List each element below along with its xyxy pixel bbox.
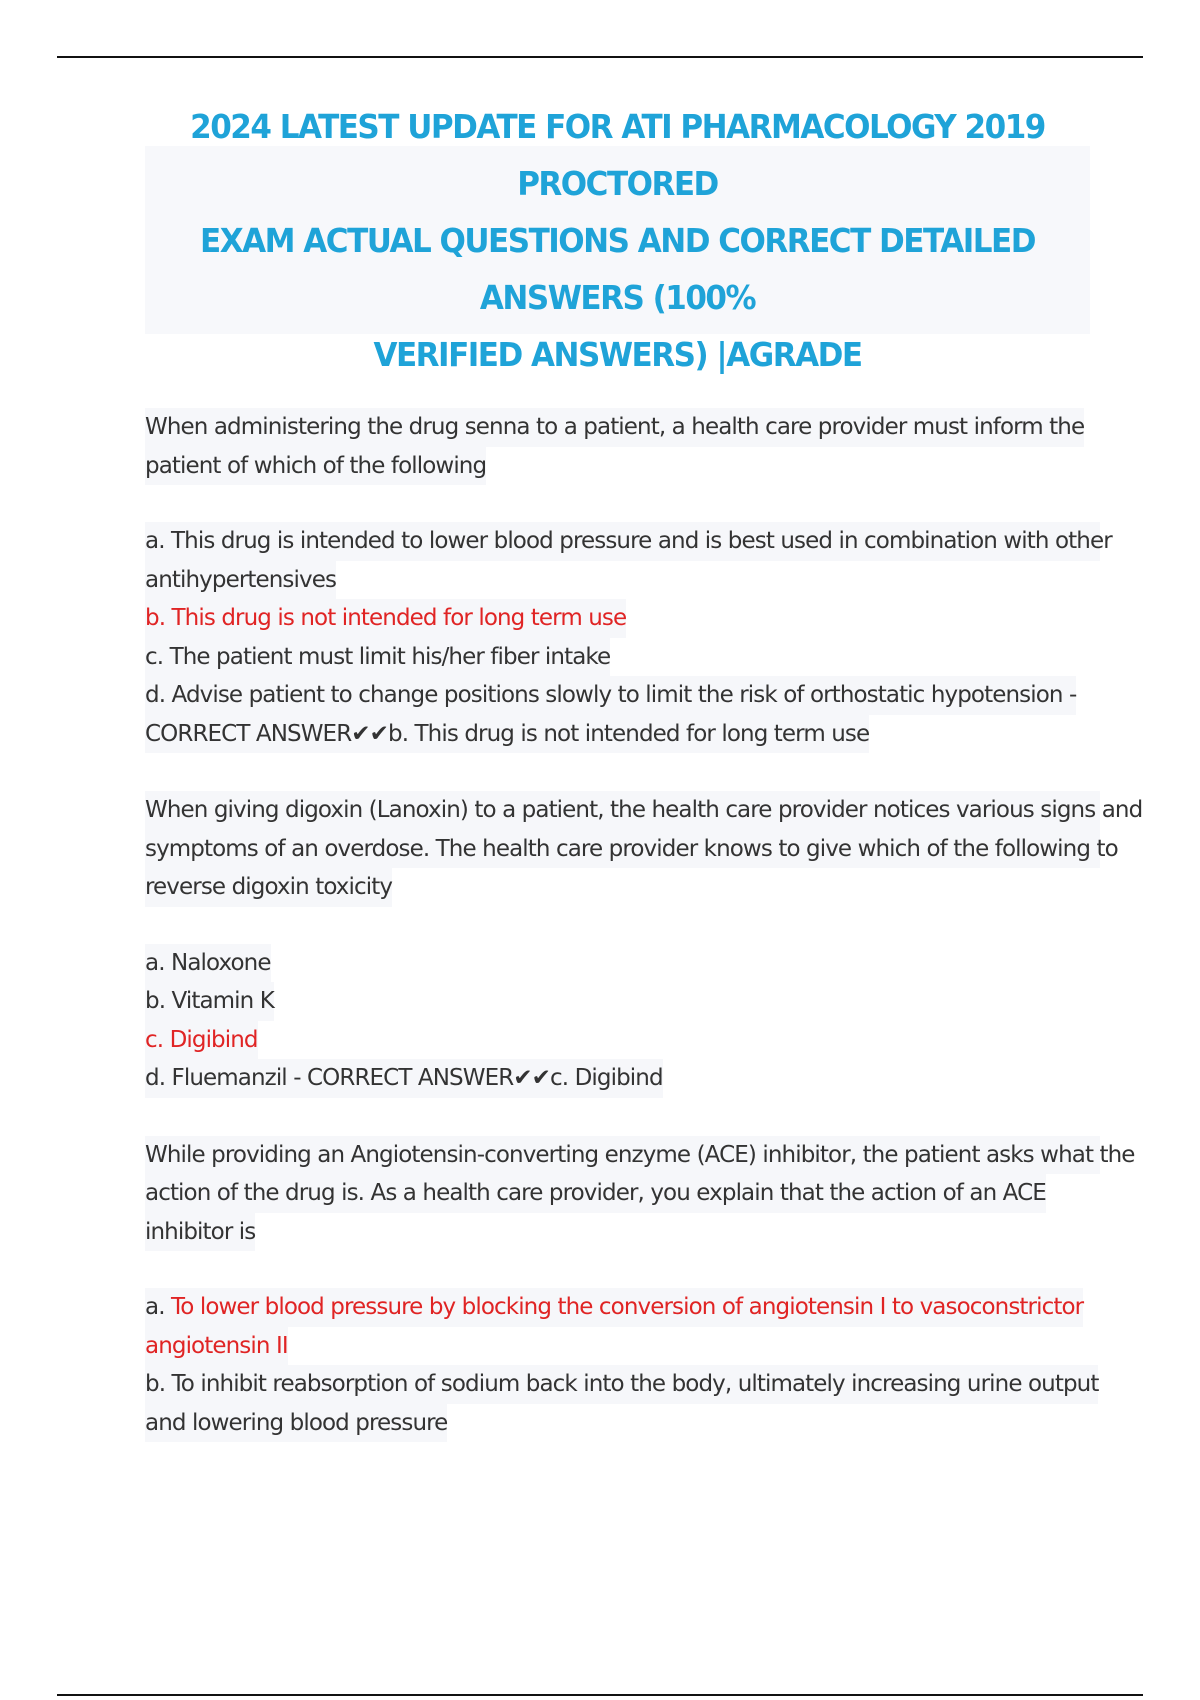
bottom-rule: [57, 1694, 1143, 1696]
q2-option-c-correct: c. Digibind: [145, 1021, 258, 1060]
top-rule: [57, 56, 1143, 58]
q3-option-a-line-2: angiotensin II: [145, 1327, 288, 1366]
title-line-2: EXAM ACTUAL QUESTIONS AND CORRECT DETAILED ANSWERS (100%: [200, 220, 1035, 317]
q2-prompt-line-3: reverse digoxin toxicity: [145, 868, 392, 907]
q1-option-c: c. The patient must limit his/her fiber intake: [145, 638, 610, 677]
question-1: [145, 408, 1112, 753]
q3-option-b-line-1: b. To inhibit reabsorption of sodium back into the body, ultimately increasing urine output: [145, 1365, 1098, 1404]
document-body: [145, 408, 1143, 1442]
q3-prompt-line-3: inhibitor is: [145, 1213, 255, 1252]
q2-option-d-answer: d. Fluemanzil - CORRECT ANSWER✔✔c. Digibind: [145, 1059, 663, 1098]
q3-prompt-line-2: action of the drug is. As a health care provider, you explain that the action of an ACE: [145, 1174, 1046, 1213]
q1-prompt-line-2: patient of which of the following: [145, 447, 486, 486]
title-line-1: 2024 LATEST UPDATE FOR ATI PHARMACOLOGY 2019 PROCTORED: [190, 106, 1045, 203]
q2-prompt-line-2: symptoms of an overdose. The health care provider knows to give which of the following to: [145, 830, 1100, 869]
q1-option-a-line-1: a. This drug is intended to lower blood pressure and is best used in combination with other: [145, 522, 1100, 561]
q3-option-a-correct: To lower blood pressure by blocking the conversion of angiotensin I to vasoconstrictor: [171, 1294, 1084, 1320]
q3-option-a-prefix: a.: [145, 1294, 172, 1320]
q1-option-a-line-2: antihypertensives: [145, 561, 336, 600]
q3-option-b-line-2: and lowering blood pressure: [145, 1404, 447, 1443]
q2-option-b: b. Vitamin K: [145, 982, 274, 1021]
q1-option-d-line-1: d. Advise patient to change positions slowly to limit the risk of orthostatic hypotension -: [145, 676, 1076, 715]
question-3: [145, 1136, 1135, 1443]
document-title: [179, 98, 1056, 383]
q1-option-b-correct: b. This drug is not intended for long term use: [145, 599, 626, 638]
q2-prompt-line-1: When giving digoxin (Lanoxin) to a patient, the health care provider notices various signs and: [145, 791, 1100, 830]
q2-option-a: a. Naloxone: [145, 944, 271, 983]
q1-prompt-line-1: When administering the drug senna to a patient, a health care provider must inform the: [145, 408, 1084, 447]
q3-prompt-line-1: While providing an Angiotensin-converting enzyme (ACE) inhibitor, the patient asks what the: [145, 1136, 1100, 1175]
title-line-3: VERIFIED ANSWERS) |AGRADE: [373, 334, 862, 374]
q1-answer-line: CORRECT ANSWER✔✔b. This drug is not intended for long term use: [145, 715, 869, 754]
question-2: [145, 791, 1143, 1098]
title-banner: [145, 106, 1090, 374]
q3-option-a-line-1: [145, 1288, 1083, 1327]
